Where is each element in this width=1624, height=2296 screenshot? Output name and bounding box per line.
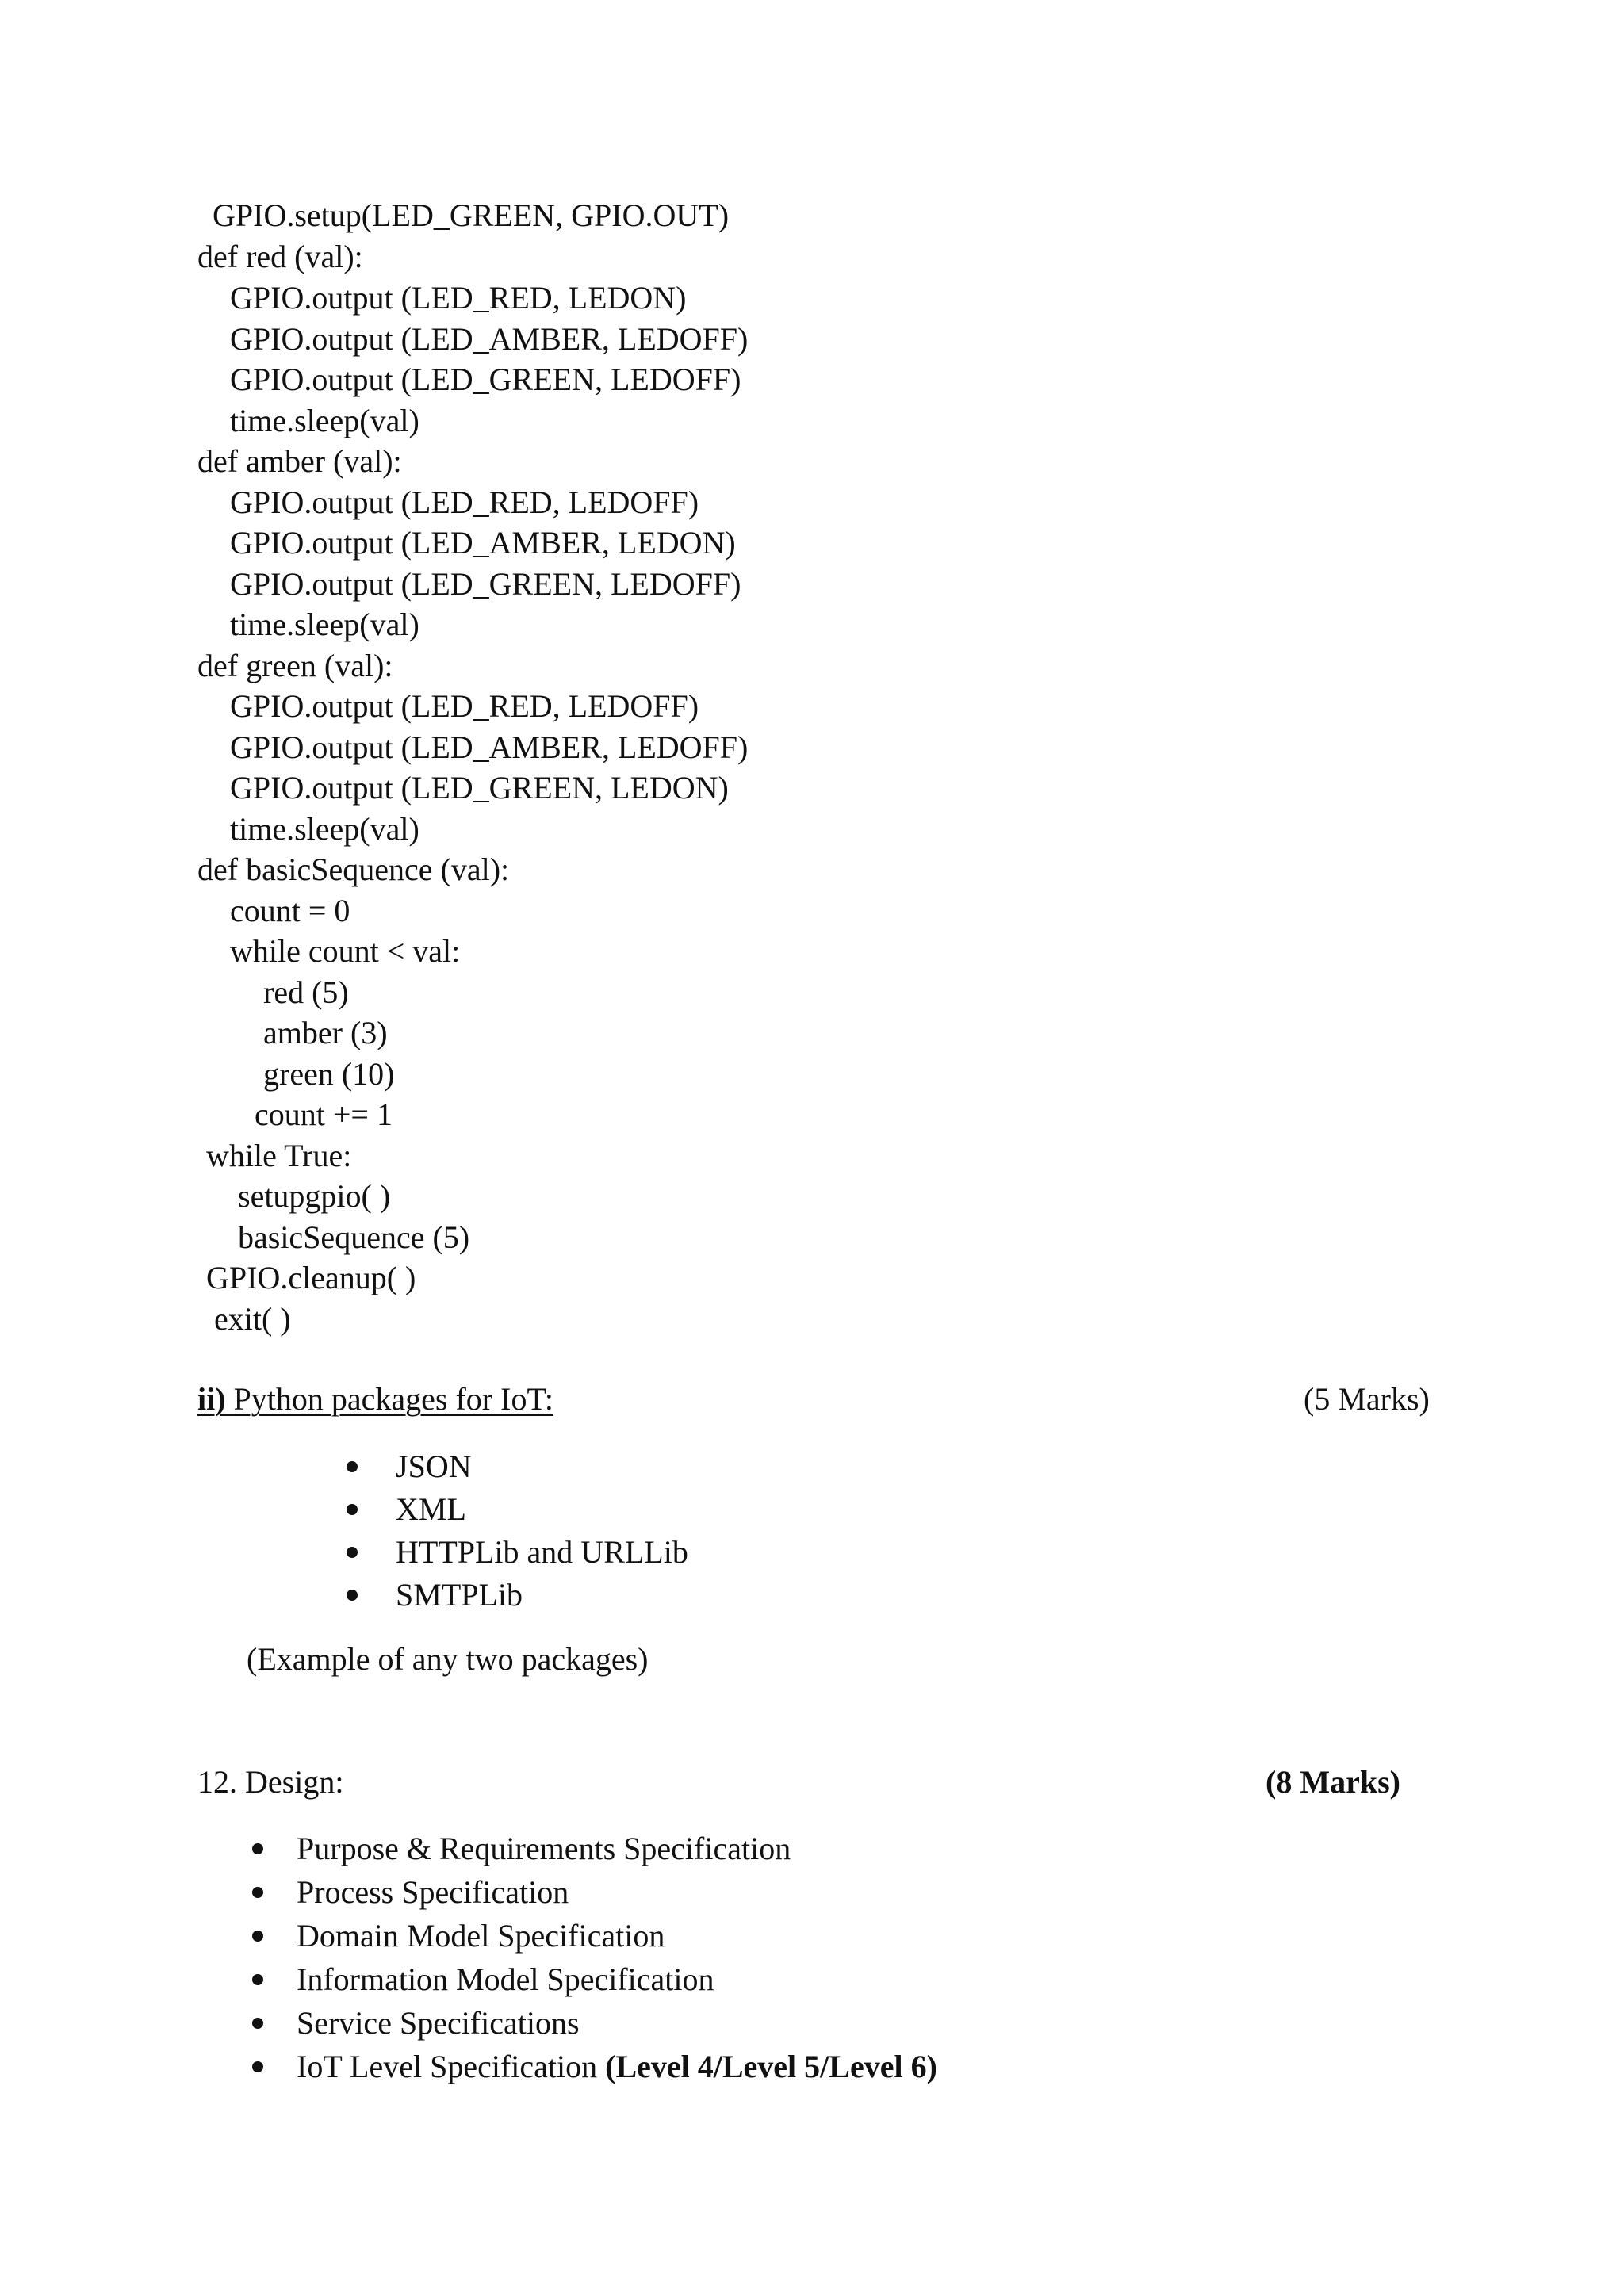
design-item: Domain Model Specification [297, 1918, 665, 1954]
code-line: count = 0 [230, 893, 350, 928]
code-line: amber (3) [263, 1015, 388, 1050]
code-line: time.sleep(val) [230, 403, 419, 438]
code-line: setupgpio( ) [238, 1178, 391, 1214]
code-line: def red (val): [197, 239, 363, 274]
bullet-icon [252, 1887, 263, 1898]
section-ii-label: ii) [197, 1381, 226, 1417]
bullet-icon [252, 1931, 263, 1942]
design-item: Purpose & Requirements Specification [297, 1831, 791, 1866]
code-line: GPIO.output (LED_GREEN, LEDON) [230, 770, 729, 806]
code-line: GPIO.output (LED_AMBER, LEDOFF) [230, 321, 749, 357]
code-line: time.sleep(val) [230, 811, 419, 847]
bullet-icon [252, 2061, 263, 2072]
bullet-icon [347, 1547, 358, 1558]
code-line: def green (val): [197, 648, 393, 683]
code-line: while count < val: [230, 933, 461, 969]
design-item: Process Specification [297, 1874, 569, 1910]
code-line: green (10) [263, 1056, 395, 1092]
section-ii-title: Python packages for IoT: [233, 1381, 554, 1417]
section-ii-note: (Example of any two packages) [247, 1641, 649, 1677]
package-item: XML [396, 1491, 466, 1527]
code-line: GPIO.output (LED_RED, LEDOFF) [230, 688, 699, 724]
bullet-icon [347, 1461, 358, 1472]
code-line: red (5) [263, 974, 349, 1010]
design-item: Information Model Specification [297, 1961, 714, 1997]
code-line: GPIO.setup(LED_GREEN, GPIO.OUT) [213, 197, 730, 233]
code-line: def amber (val): [197, 443, 402, 479]
bullet-icon [252, 1974, 263, 1985]
design-item: Service Specifications [297, 2005, 580, 2041]
code-line: exit( ) [214, 1301, 291, 1337]
bullet-icon [347, 1590, 358, 1601]
code-line: GPIO.output (LED_GREEN, LEDOFF) [230, 566, 741, 602]
section-12-marks: (8 Marks) [1266, 1764, 1400, 1800]
design-item-text: IoT Level Specification [297, 2049, 598, 2084]
design-item [297, 2046, 937, 2087]
code-line: GPIO.output (LED_RED, LEDON) [230, 280, 687, 316]
bullet-icon [252, 1843, 263, 1854]
code-line: basicSequence (5) [238, 1219, 470, 1255]
bullet-icon [347, 1504, 358, 1515]
section-ii-marks: (5 Marks) [1304, 1381, 1430, 1417]
code-line: while True: [206, 1138, 352, 1173]
code-line: GPIO.output (LED_AMBER, LEDOFF) [230, 729, 749, 765]
code-line: GPIO.output (LED_RED, LEDOFF) [230, 484, 699, 520]
section-ii-heading [197, 1379, 553, 1420]
package-item: JSON [396, 1448, 472, 1484]
code-line: def basicSequence (val): [197, 851, 510, 887]
bullet-icon [252, 2018, 263, 2029]
code-line: time.sleep(val) [230, 607, 419, 642]
section-12-heading: 12. Design: [197, 1764, 344, 1800]
code-line: GPIO.output (LED_GREEN, LEDOFF) [230, 362, 741, 397]
code-line: count += 1 [255, 1096, 393, 1132]
code-line: GPIO.cleanup( ) [206, 1260, 416, 1295]
package-item: HTTPLib and URLLib [396, 1534, 688, 1570]
package-item: SMTPLib [396, 1577, 523, 1613]
code-line: GPIO.output (LED_AMBER, LEDON) [230, 525, 736, 561]
design-item-levels: (Level 4/Level 5/Level 6) [605, 2049, 937, 2084]
